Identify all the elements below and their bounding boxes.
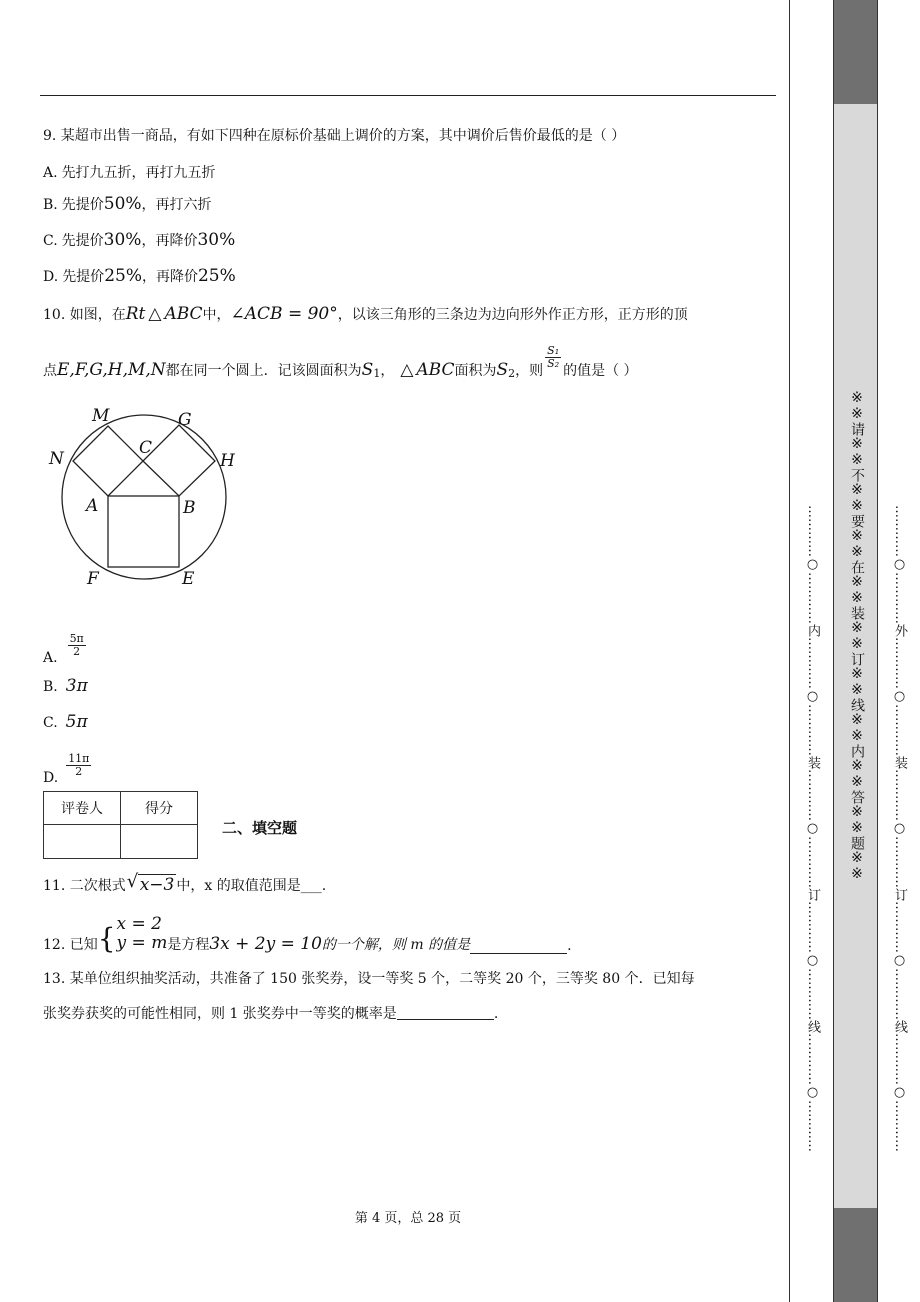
math: Rt xyxy=(125,304,146,324)
text: 10. 如图，在 xyxy=(43,307,126,323)
inner-binding-text: …………○…………内…………○…………装…………○…………订…………○…………线…………○………… xyxy=(805,505,820,1152)
text: 点 xyxy=(43,363,57,379)
text: 中，x 的取值范围是___. xyxy=(176,877,327,894)
q9-option-a xyxy=(43,162,216,182)
option-label: C. xyxy=(43,233,58,249)
label-g: G xyxy=(178,410,192,430)
subscript: 1 xyxy=(373,367,381,380)
math: ∠ACB = 90° xyxy=(230,304,338,324)
outer-binding-text: …………○…………外…………○…………装…………○…………订…………○…………线…………○………… xyxy=(892,505,907,1152)
text: 的值是（ ） xyxy=(563,363,638,379)
inner-binding-column xyxy=(789,0,835,1302)
option-math: 30% xyxy=(197,230,236,250)
score-header: 得分 xyxy=(121,792,198,825)
math: S xyxy=(361,360,374,380)
option-text: 先打九五折，再打九五折 xyxy=(61,165,216,181)
answer-blank[interactable] xyxy=(397,1005,494,1020)
fraction-numerator: 5π xyxy=(69,632,84,645)
option-math: 3π xyxy=(65,676,88,696)
fraction-denominator: S₂ xyxy=(547,357,560,370)
radicand: x−3 xyxy=(139,875,175,895)
text: 张奖券获奖的可能性相同，则 1 张奖券中一等奖的概率是 xyxy=(43,1006,397,1022)
q10-figure xyxy=(40,398,250,593)
text: 11. 二次根式 xyxy=(43,877,126,894)
fraction-numerator: S₁ xyxy=(547,344,560,357)
option-text: 先提价 xyxy=(61,233,104,249)
text: 中， xyxy=(202,307,231,323)
q11 xyxy=(43,871,327,895)
subscript: 2 xyxy=(508,367,516,380)
q10-option-d xyxy=(43,748,93,786)
text: . xyxy=(493,1006,499,1022)
fraction-denominator: 2 xyxy=(75,765,83,778)
label-c: C xyxy=(139,438,153,458)
math: E,F,G,H,M,N xyxy=(57,360,166,380)
strip-dark-top xyxy=(833,0,879,104)
text: 都在同一个圆上．记该圆面积为 xyxy=(165,363,362,379)
label-n: N xyxy=(49,449,64,469)
q10-stem-line2 xyxy=(43,336,638,380)
score-table xyxy=(43,791,198,859)
section-title: 二、填空题 xyxy=(222,819,298,837)
option-text: 先提价 xyxy=(61,197,104,213)
q10-option-b xyxy=(43,676,88,696)
equation: y = m xyxy=(116,933,168,953)
radical-sign-icon: √ xyxy=(126,871,139,892)
label-f: F xyxy=(87,569,99,589)
fraction-numerator: 11π xyxy=(68,752,90,765)
reviewer-cell[interactable] xyxy=(44,825,121,859)
text: 是方程 xyxy=(167,937,210,953)
q9-option-d xyxy=(43,266,236,286)
label-a: A xyxy=(86,496,99,516)
fraction-denominator: 2 xyxy=(73,645,81,658)
reviewer-header: 评卷人 xyxy=(44,792,121,825)
equation: 3x + 2y = 10 xyxy=(209,934,322,954)
math: ABC xyxy=(164,304,203,324)
option-text: ，再打六折 xyxy=(141,197,212,213)
square-ab xyxy=(108,496,179,567)
option-label: D. xyxy=(43,269,59,285)
square-ac xyxy=(73,426,143,496)
math: ABC xyxy=(416,360,455,380)
brace-icon: { xyxy=(97,922,116,955)
q13-line2 xyxy=(43,1003,498,1023)
do-not-answer-notice: ※※请※※不※※要※※在※※装※※订※※线※※内※※答※※题※※ xyxy=(849,390,865,882)
strip-dark-bottom xyxy=(833,1208,879,1302)
header-rule xyxy=(40,95,776,96)
text: . xyxy=(567,938,572,954)
option-math: 5π xyxy=(65,712,88,732)
fraction xyxy=(66,753,91,778)
q13-line1: 13. 某单位组织抽奖活动，共准备了 150 张奖券，设一等奖 5 个，二等奖 20 个，三等奖 80 个．已知每 xyxy=(43,971,695,987)
text: ，则 xyxy=(515,363,544,379)
option-label: B. xyxy=(43,197,58,213)
fraction xyxy=(545,345,561,370)
equation-system xyxy=(117,915,168,953)
triangle-symbol: △ xyxy=(148,304,162,324)
option-text: ，再降价 xyxy=(141,233,198,249)
label-e: E xyxy=(182,569,195,589)
score-cell[interactable] xyxy=(121,825,198,859)
option-text: ，再降价 xyxy=(141,269,198,285)
option-math: 30% xyxy=(103,230,142,250)
q10-stem-line1 xyxy=(43,304,688,324)
radical xyxy=(126,871,177,895)
page-footer: 第 4 页，总 28 页 xyxy=(354,1211,462,1226)
text: 的一个解，则 m 的值是 xyxy=(321,937,471,953)
text: 面积为 xyxy=(454,363,497,379)
option-math: 25% xyxy=(104,266,142,286)
q10-option-c xyxy=(43,712,88,732)
q9-option-c xyxy=(43,230,235,250)
fraction xyxy=(68,633,86,658)
q9-stem: 9. 某超市出售一商品，有如下四种在原标价基础上调价的方案，其中调价后售价最低的是（ ） xyxy=(43,128,626,144)
outer-binding-column xyxy=(877,0,920,1302)
option-label: B. xyxy=(43,679,58,695)
label-b: B xyxy=(183,498,196,518)
q10-option-a xyxy=(43,628,88,666)
option-math: 25% xyxy=(197,266,236,286)
q12 xyxy=(43,910,572,954)
label-m: M xyxy=(92,406,110,426)
equation: x = 2 xyxy=(116,914,163,934)
square-bc xyxy=(143,425,215,496)
answer-blank[interactable] xyxy=(470,939,567,954)
option-label: A. xyxy=(43,165,58,181)
text: 12. 已知 xyxy=(43,937,98,953)
option-math: 50% xyxy=(103,194,142,214)
math: S xyxy=(496,360,509,380)
option-label: D. xyxy=(43,770,59,786)
triangle-symbol: △ xyxy=(400,360,414,380)
text: ，以该三角形的三条边为边向形外作正方形，正方形的顶 xyxy=(337,307,688,323)
text: ， xyxy=(380,363,395,379)
option-label: C. xyxy=(43,715,58,731)
option-text: 先提价 xyxy=(62,269,105,285)
label-h: H xyxy=(220,451,235,471)
q9-option-b xyxy=(43,194,212,214)
option-label: A. xyxy=(43,650,58,666)
